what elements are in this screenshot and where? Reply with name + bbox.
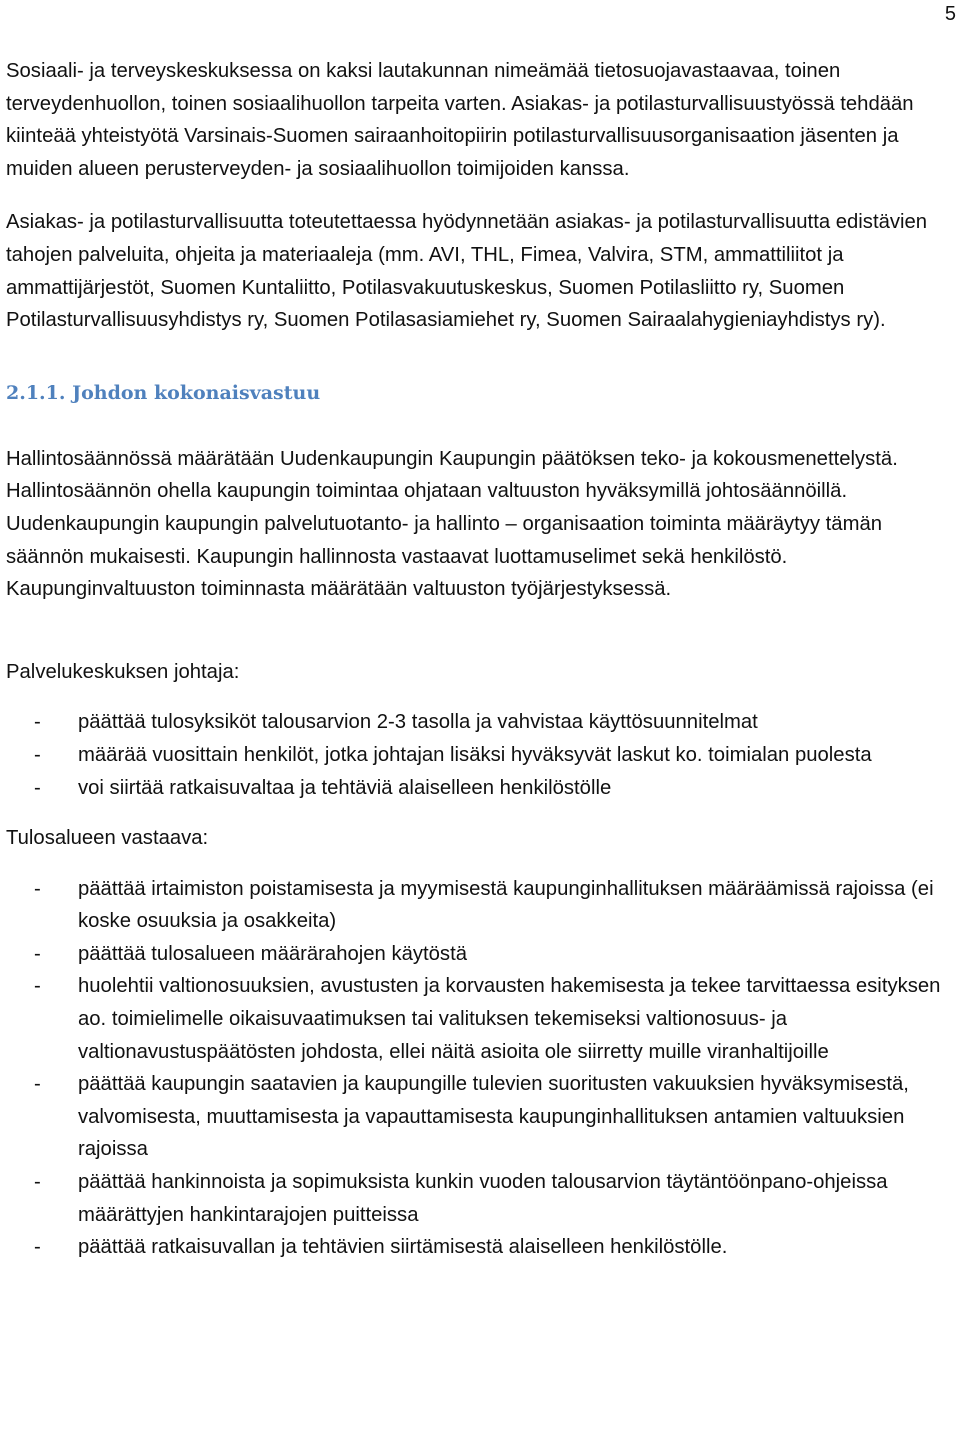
list-item [6, 706, 954, 739]
page-number: 5 [944, 3, 956, 25]
list-dash: - [34, 877, 41, 900]
list-item-text: päättää kaupungin saatavien ja kaupungille tulevien suoritusten vakuuksien hyväksymisestä, valvomisesta, muuttamisesta ja vapauttamisesta kaupunginhallituksen antamien valtuuksien rajoissa [78, 1073, 909, 1161]
list-item [6, 873, 954, 938]
list-item [6, 739, 954, 772]
section-label-service-center-director: Palvelukeskuksen johtaja: [6, 660, 240, 683]
list-item [6, 938, 954, 971]
paragraph-administrative-rules: Hallintosäännössä määrätään Uudenkaupungin Kaupungin päätöksen teko- ja kokousmenettelystä. Hallintosäännön ohella kaupungin toimintaa ohjataan valtuuston hyväksymillä johtosäännöillä. Uudenkaupungin kaupungin palvelutuotanto- ja hallinto – organisaation toiminta määräytyy tämän säännön mukaisesti. Kaupungin hallinnosta vastaavat luottamuselimet sekä henkilöstö. Kaupunginvaltuuston toiminnasta määrätään valtuuston työjärjestyksessä. [6, 447, 898, 601]
list-item [6, 1166, 954, 1231]
paragraph-privacy-officers: Sosiaali- ja terveyskeskuksessa on kaksi lautakunnan nimeämää tietosuojavastaavaa, toinen terveydenhuollon, toinen sosiaalihuollon tarpeita varten. Asiakas- ja potilasturvallisuustyössä tehdään kiinteää yhteistyötä Varsinais-Suomen sairaanhoitopiirin potilasturvallisuusorganisaation jäsenten ja muiden alueen perusterveyden- ja sosiaalihuollon toimijoiden kanssa. [6, 60, 914, 180]
list-item-text: päättää irtaimiston poistamisesta ja myymisestä kaupunginhallituksen määräämissä rajoissa (ei koske osuuksia ja osakkeita) [78, 877, 934, 933]
list-item [6, 1068, 954, 1166]
section-heading: 2.1.1. Johdon kokonaisvastuu [6, 381, 321, 404]
manager-duties-list [6, 873, 954, 1264]
list-dash: - [34, 1171, 41, 1194]
list-dash: - [34, 776, 41, 799]
list-dash: - [34, 711, 41, 734]
page-content [6, 55, 954, 1264]
list-item-text: päättää tulosyksiköt talousarvion 2-3 tasolla ja vahvistaa käyttösuunnitelmat [78, 711, 758, 734]
list-dash: - [34, 975, 41, 998]
list-item-text: päättää tulosalueen määrärahojen käytöstä [78, 942, 467, 965]
list-dash: - [34, 942, 41, 965]
list-dash: - [34, 743, 41, 766]
section-label-result-area-manager: Tulosalueen vastaava: [6, 827, 209, 850]
list-dash: - [34, 1236, 41, 1259]
list-item [6, 970, 954, 1068]
list-item-text: huolehtii valtionosuuksien, avustusten ja korvausten hakemisesta ja tekee tarvittaessa esityksen ao. toimielimelle oikaisuvaatimuksen tai valituksen tekemiseksi valtionosuus- ja valtionavustuspäätösten johdosta, ellei näitä asioita ole siirretty muille viranhaltijoille [78, 975, 941, 1063]
list-item [6, 772, 954, 805]
director-duties-list [6, 706, 954, 804]
list-item-text: päättää hankinnoista ja sopimuksista kunkin vuoden talousarvion täytäntöönpano-ohjeissa määrättyjen hankintarajojen puitteissa [78, 1171, 888, 1226]
list-dash: - [34, 1073, 41, 1096]
list-item-text: voi siirtää ratkaisuvaltaa ja tehtäviä alaiselleen henkilöstölle [78, 776, 612, 799]
paragraph-patient-safety-resources: Asiakas- ja potilasturvallisuutta toteutettaessa hyödynnetään asiakas- ja potilasturvallisuutta edistävien tahojen palveluita, ohjeita ja materiaaleja (mm. AVI, THL, Fimea, Valvira, STM, ammattiliitot ja ammattijärjestöt, Suomen Kuntaliitto, Potilasvakuutuskeskus, Suomen Potilasliitto ry, Suomen Potilasturvallisuusyhdistys ry, Suomen Potilasasiamiehet ry, Suomen Sairaalahygieniayhdistys ry). [6, 211, 928, 332]
list-item-text: päättää ratkaisuvallan ja tehtävien siirtämisestä alaiselleen henkilöstölle. [78, 1236, 728, 1259]
list-item [6, 1231, 954, 1264]
list-item-text: määrää vuosittain henkilöt, jotka johtajan lisäksi hyväksyvät laskut ko. toimialan puolesta [78, 743, 872, 766]
